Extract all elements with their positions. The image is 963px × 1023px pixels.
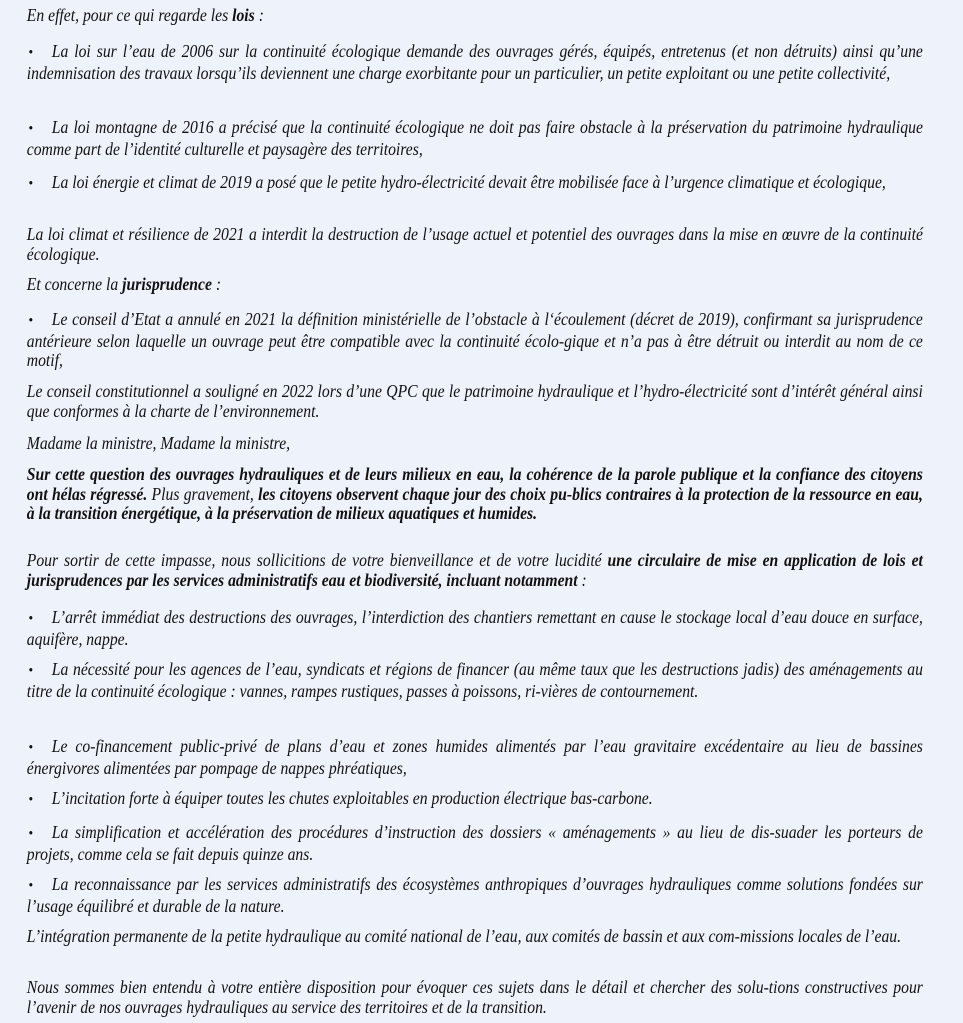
paragraph-coherence-parole-publique	[27, 465, 923, 524]
text-segment: La loi énergie et climat de 2019 a posé que le petite hydro-électricité devait être mobilisée face à l’urgence climatique et écologique,	[51, 172, 886, 192]
text-segment: :	[254, 5, 264, 25]
text-segment: Et concerne la	[26, 274, 123, 294]
text-segment: La nécessité pour les agences de l’eau, syndicats et régions de financer (au même taux que les destructions jadis) des aménagements au titre de la continuité écologique : vannes, rampes rustiques, passes à poissons, ri-vières de contournement.	[26, 659, 923, 701]
text-segment: Plus gravement,	[147, 483, 259, 504]
text-segment: Pour sortir de cette impasse, nous sollicitions de votre bienveillance et de votre lucidité	[26, 550, 608, 570]
text-segment: :	[577, 569, 587, 590]
text-segment-bold: lois	[232, 5, 255, 25]
text-segment-bold: jurisprudence	[122, 274, 212, 294]
text-segment: Nous sommes bien entendu à votre entière disposition pour évoquer ces sujets dans le détail et chercher des solu-tions constructives pour l’avenir de nos ouvrages hydrauliques au service des territoires et de la transition.	[26, 977, 923, 1017]
text-segment: :	[211, 274, 222, 294]
text-segment-bold: une circulaire de mise en application de lois et jurisprudences par les services administratifs eau et biodiversité, incluant notamment	[26, 550, 923, 590]
text-segment-bold: les citoyens observent chaque jour des choix pu-blics contraires à la protection de la ressource en eau, à la transition énergétique, à la préservation de milieux aquatiques et humides.	[26, 483, 923, 524]
paragraph-intro-jurisprudence	[27, 275, 923, 295]
bullet-item-reconnaissance-ecosystemes	[27, 875, 923, 916]
text-segment: L’intégration permanente de la petite hydraulique au comité national de l’eau, aux comités de bassin et aux com-missions locales de l’eau.	[26, 926, 902, 946]
bullet-icon: •	[28, 878, 34, 894]
paragraph-conseil-constitutionnel-2022	[27, 382, 923, 421]
text-segment: Le co-financement public-privé de plans d’eau et zones humides alimentés par l’eau gravitaire excédentaire au lieu de bassines énergivores alimentées par pompage de nappes phréatiques,	[26, 736, 923, 778]
bullet-icon: •	[28, 740, 34, 756]
bullet-icon: •	[28, 313, 34, 329]
bullet-item-arret-destructions	[27, 608, 923, 649]
text-segment: La reconnaissance par les services administratifs des écosystèmes anthropiques d’ouvrages hydrauliques comme solutions fondées sur l’usage équilibré et durable de la nature.	[26, 874, 923, 916]
text-segment: La loi climat et résilience de 2021 a interdit la destruction de l’usage actuel et potentiel des ouvrages dans la mise en œuvre de la continuité écologique.	[26, 224, 923, 264]
bullet-icon: •	[28, 611, 34, 627]
text-segment: La loi montagne de 2016 a précisé que la continuité écologique ne doit pas faire obstacle à la préservation du patrimoine hydraulique comme part de l’identité culturelle et paysagère des territoires,	[26, 117, 923, 159]
paragraph-loi-climat-2021	[27, 225, 923, 264]
paragraph-demande-circulaire	[27, 551, 923, 590]
bullet-icon: •	[28, 45, 34, 61]
text-segment-bold: Sur cette question des ouvrages hydrauliques et de leurs milieux en eau, la cohérence de la parole publique et la confiance des citoyens ont hélas régressé.	[26, 464, 923, 504]
bullet-item-simplification-procedures	[27, 823, 923, 864]
text-segment: L’arrêt immédiat des destructions des ouvrages, l’interdiction des chantiers remettant en cause le stockage local d’eau douce en surface, aquifère, nappe.	[26, 607, 923, 649]
bullet-item-incitation-chutes	[27, 789, 923, 811]
text-segment: Le conseil d’Etat a annulé en 2021 la définition ministérielle de l’obstacle à l‘écoulement (décret de 2019), confirmant sa jurisprudence antérieure selon laquelle un ouvrage peut être compatible avec la continuité écolo-gique et n’a pas à être détruit ou interdit au nom de ce motif,	[26, 309, 923, 371]
paragraph-conclusion	[27, 978, 923, 1017]
bullet-icon: •	[28, 826, 34, 842]
bullet-icon: •	[28, 663, 34, 679]
paragraph-intro-lois	[27, 6, 923, 26]
text-segment: La simplification et accélération des procédures d’instruction des dossiers « aménagements » au lieu de dis-suader les porteurs de projets, comme cela se fait depuis quinze ans.	[26, 822, 923, 864]
bullet-item-co-financement	[27, 737, 923, 778]
text-segment: L’incitation forte à équiper toutes les chutes exploitables en production électrique bas-carbone.	[51, 788, 653, 808]
text-segment: La loi sur l’eau de 2006 sur la continuité écologique demande des ouvrages gérés, équipés, entretenus (et non détruits) ainsi qu’une indemnisation des travaux lorsqu’ils deviennent une charge exorbitante pour un particulier, un petite exploitant ou une petite collectivité,	[26, 41, 923, 83]
bullet-item-loi-energie-2019	[27, 173, 923, 195]
text-segment: Le conseil constitutionnel a souligné en 2022 lors d’une QPC que le patrimoine hydraulique et l’hydro-électricité sont d’intérêt général ainsi que conformes à la charte de l’environnement.	[26, 381, 923, 421]
bullet-icon: •	[28, 792, 34, 808]
text-segment: En effet, pour ce qui regarde les	[26, 5, 233, 25]
paragraph-salutation	[27, 434, 923, 454]
paragraph-integration-comites	[27, 927, 923, 947]
bullet-item-conseil-etat-2021	[27, 310, 923, 371]
bullet-icon: •	[28, 121, 34, 137]
bullet-item-financement-amenagements	[27, 660, 923, 701]
bullet-item-loi-montagne-2016	[27, 118, 923, 159]
text-segment: Madame la ministre, Madame la ministre,	[26, 433, 291, 453]
bullet-icon: •	[28, 176, 34, 192]
bullet-item-loi-eau-2006	[27, 42, 923, 83]
